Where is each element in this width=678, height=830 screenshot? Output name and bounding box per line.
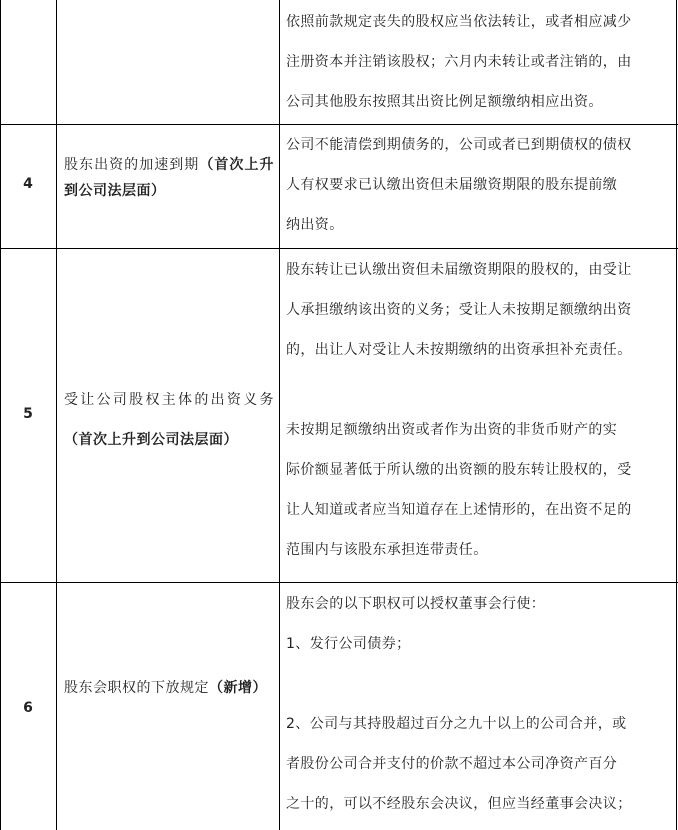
content-line: 股东会的以下职权可以授权董事会行使： (286, 596, 546, 612)
content-line: 纳出资。 (286, 217, 344, 233)
content-line (286, 370, 670, 410)
table-row (0, 582, 678, 830)
content-line: 1、发行公司债券； (286, 636, 411, 652)
content-line: 依照前款规定丧失的股权应当依法转让，或者相应减少 (286, 14, 632, 30)
content-cell (286, 2, 670, 122)
table-row (0, 0, 678, 124)
content-line: 人有权要求已认缴出资但未届缴资期限的股东提前缴 (286, 177, 618, 193)
row-number: 5 (23, 406, 33, 422)
content-line: 之十的，可以不经股东会决议，但应当经董事会决议； (286, 796, 632, 812)
content-line: 人承担缴纳该出资的义务；受让人未按期足额缴纳出资 (286, 302, 632, 318)
row-number: 6 (23, 700, 33, 716)
topic-note: （新增） (209, 680, 267, 696)
topic-text: 受让公司股权主体的出资义务 (64, 392, 274, 408)
content-cell (286, 584, 670, 824)
topic-cell (64, 380, 274, 460)
row-number: 4 (23, 176, 33, 192)
content-line: 的，出让人对受让人未按期缴纳的出资承担补充责任。 (286, 342, 632, 358)
content-line: 范围内与该股东承担连带责任。 (286, 542, 488, 558)
topic-text: 股东会职权的下放规定 (64, 680, 209, 696)
content-line: 者股份公司合并支付的价款不超过本公司净资产百分 (286, 756, 618, 772)
content-cell (286, 125, 670, 245)
table-row (0, 248, 678, 582)
table-row (0, 124, 678, 248)
topic-note: （首次上升到公司法层面） (64, 432, 238, 448)
topic-text: 股东出资的加速到期 (64, 157, 200, 173)
content-line: 际价额显著低于所认缴的出资额的股东转让股权的，受 (286, 462, 632, 478)
content-line: 注册资本并注销该股权；六月内未转让或者注销的，由 (286, 54, 632, 70)
content-line: 公司其他股东按照其出资比例足额缴纳相应出资。 (286, 94, 603, 110)
content-line: 让人知道或者应当知道存在上述情形的，在出资不足的 (286, 502, 632, 518)
topic-cell (64, 152, 274, 204)
content-line (286, 664, 670, 704)
topic-cell (64, 668, 274, 708)
content-line: 股东转让已认缴出资但未届缴资期限的股权的，由受让 (286, 262, 632, 278)
content-line: 公司不能清偿到期债务的，公司或者已到期债权的债权 (286, 137, 632, 153)
topic-note: （首次上升到公司法层面） (64, 157, 275, 199)
content-line: 未按期足额缴纳出资或者作为出资的非货币财产的实 (286, 422, 618, 438)
content-line: 2、公司与其持股超过百分之九十以上的公司合并，或 (286, 716, 627, 732)
content-cell (286, 250, 670, 570)
